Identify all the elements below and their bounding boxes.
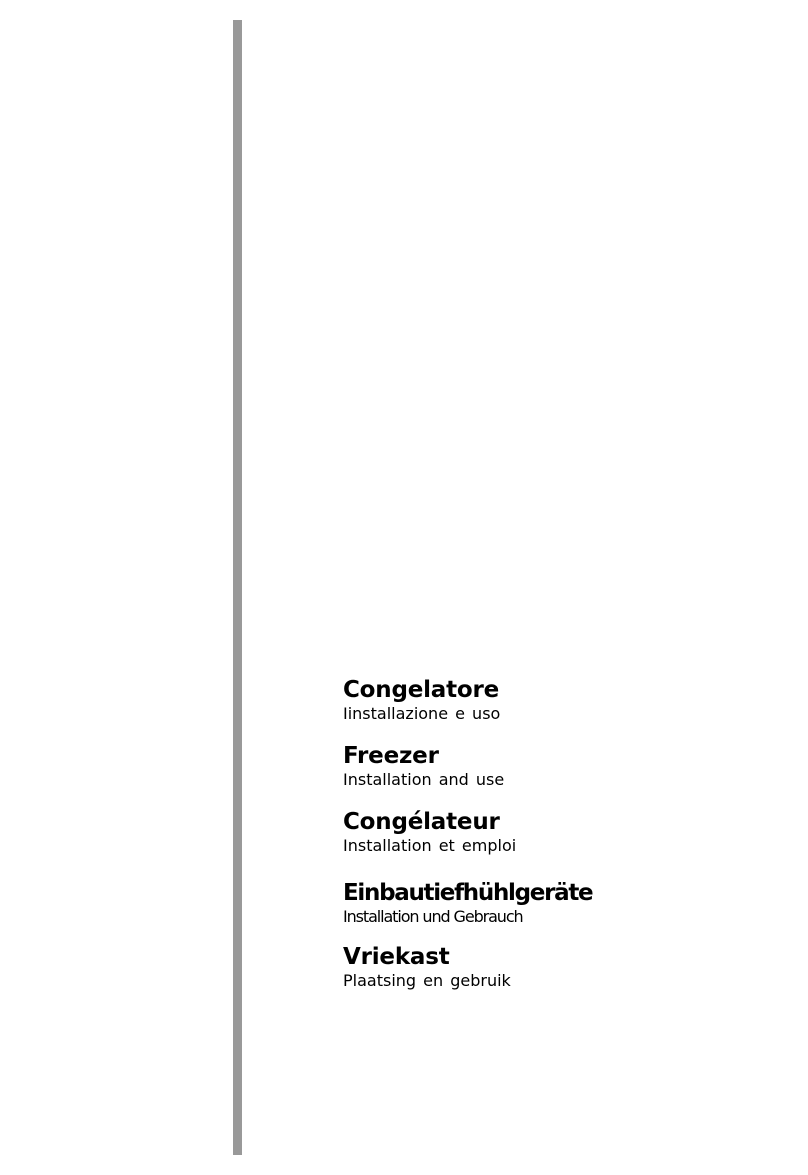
entry-title-italian: Congelatore [343, 677, 500, 703]
entry-title-french: Congélateur [343, 809, 500, 835]
entry-subtitle-english: Installation and use [343, 770, 505, 789]
entry-english [343, 742, 504, 790]
entry-subtitle-italian: Iinstallazione e uso [343, 704, 501, 723]
entry-german [343, 879, 592, 927]
entry-subtitle-german: Installation und Gebrauch [343, 907, 523, 926]
entry-italian [343, 676, 500, 724]
entry-title-english: Freezer [343, 743, 439, 769]
vertical-gray-bar [233, 20, 242, 1155]
entry-french [343, 808, 516, 856]
entry-title-dutch: Vriekast [343, 944, 450, 970]
entry-dutch [343, 943, 511, 991]
entry-title-german: Einbautiefhühlgeräte [343, 880, 593, 906]
entry-subtitle-dutch: Plaatsing en gebruik [343, 971, 511, 990]
entry-subtitle-french: Installation et emploi [343, 836, 517, 855]
